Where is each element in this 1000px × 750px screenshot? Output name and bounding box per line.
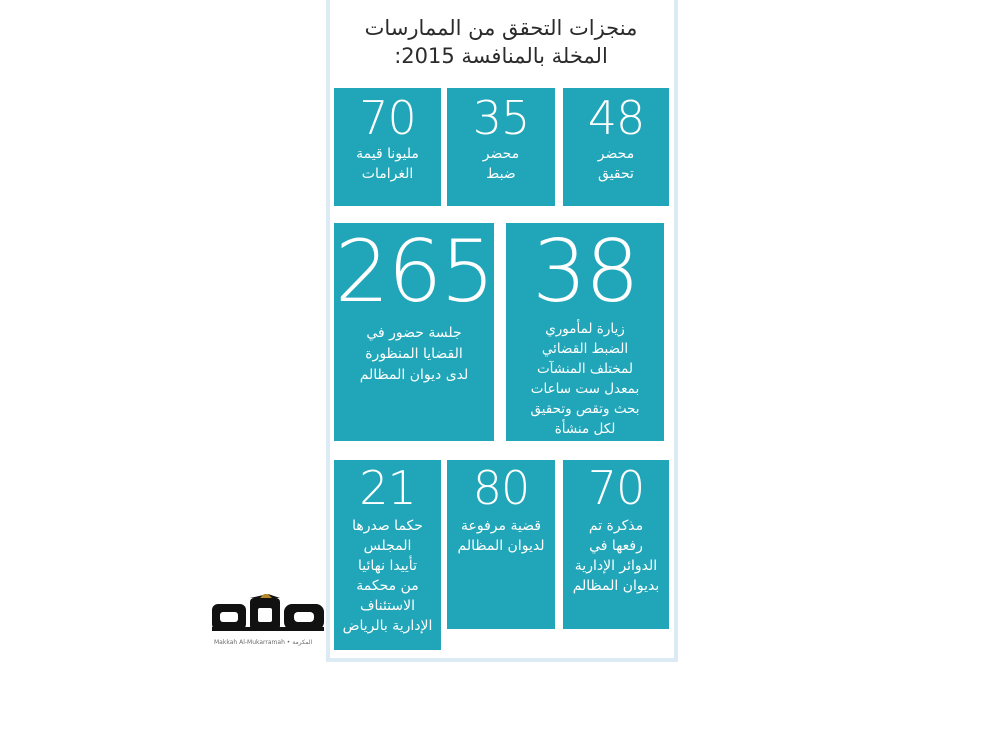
logo-tagline: Makkah Al-Mukarramah • المكرمة: [214, 639, 313, 646]
stat-tile-final-rulings: [334, 460, 441, 650]
stat-label: مذكرة تم رفعها في الدوائر الإدارية بديوان المظالم: [572, 518, 660, 594]
stat-tile-court-sessions: [334, 223, 494, 441]
stat-tile-seizure-reports: [447, 88, 555, 206]
stat-tile-fines-value: [334, 88, 441, 206]
stat-label: حكما صدرها المجلس تأييدا نهائيا من محكمة الاستئناف الإدارية بالرياض: [342, 518, 433, 634]
stat-number: 70: [359, 91, 416, 145]
stat-tile-memos: [563, 460, 669, 629]
stat-label: زيارة لمأموري الضبط القضائي لمختلف المنشآت بمعدل ست ساعات بحث وتقص وتحقيق لكل منشأة: [530, 321, 640, 437]
stat-number: 48: [587, 91, 645, 145]
stat-tile-inspection-visits: [506, 223, 664, 441]
stat-number: 70: [587, 461, 645, 515]
stat-number: 38: [532, 223, 638, 322]
stat-label: محضر تحقيق: [597, 146, 635, 182]
stat-number: 21: [359, 461, 416, 515]
stat-number: 80: [472, 461, 530, 515]
stat-label: مليونا قيمة الغرامات: [356, 146, 419, 182]
title-line-2: المخلة بالمنافسة 2015:: [394, 44, 608, 68]
makkah-newspaper-logo-icon: [210, 594, 328, 634]
stat-label: قضية مرفوعة لديوان المظالم: [457, 518, 545, 554]
stat-tile-filed-cases: [447, 460, 555, 629]
infographic-title: [336, 14, 666, 70]
stat-label: محضر ضبط: [482, 146, 520, 182]
makkah-logo: [210, 594, 330, 654]
stat-tile-investigation-reports: [563, 88, 669, 206]
stat-label: جلسة حضور في القضايا المنظورة لدى ديوان المظالم: [359, 325, 469, 383]
stat-number: 265: [334, 223, 494, 322]
stat-number: 35: [472, 91, 530, 145]
title-line-1: منجزات التحقق من الممارسات: [364, 16, 638, 40]
